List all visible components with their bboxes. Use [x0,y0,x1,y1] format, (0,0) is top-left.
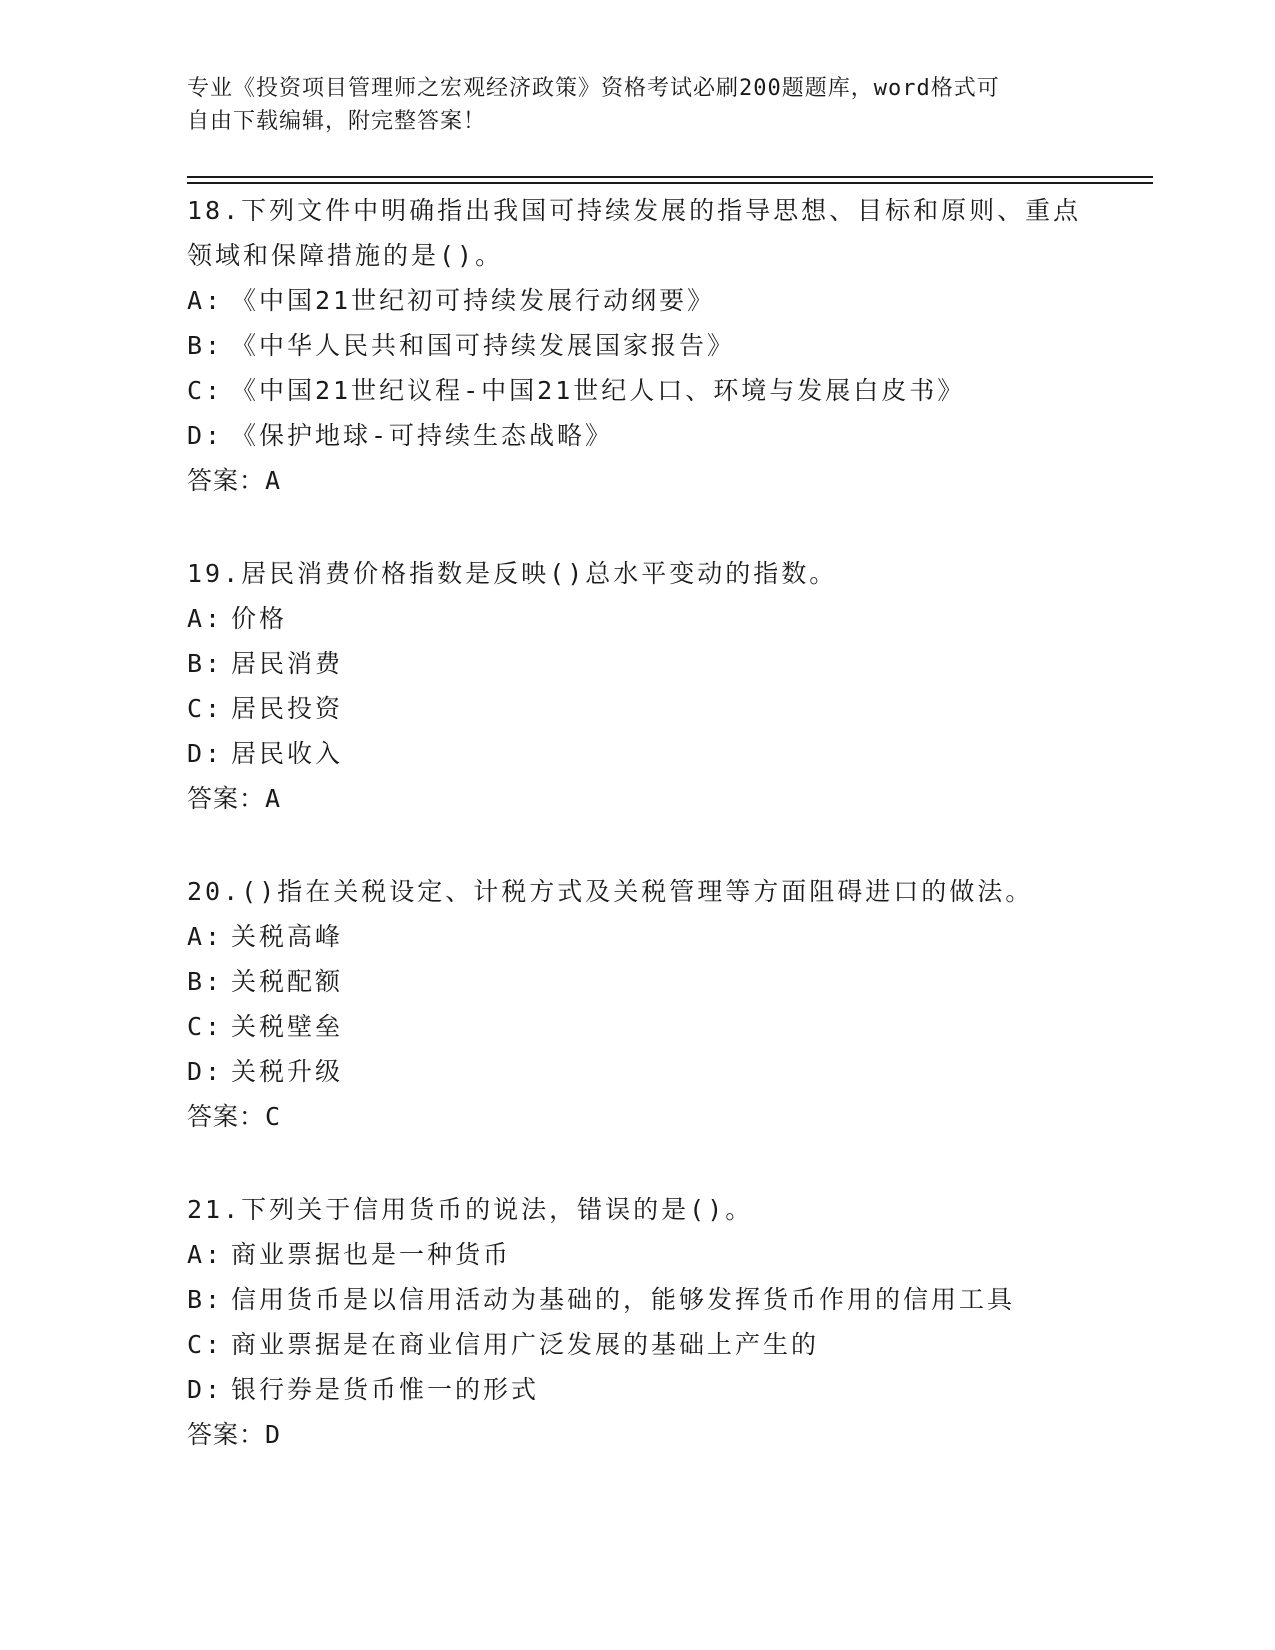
answer-label: 答案： [187,1102,266,1131]
answer-line [187,1412,1087,1457]
option-text: 商业票据也是一种货币 [231,1240,512,1269]
option-text: 居民消费 [231,649,344,678]
document-header [187,72,1067,138]
question-19 [187,551,1087,821]
option-text: 《保护地球-可持续生态战略》 [231,421,614,450]
option-label: A: [187,286,224,315]
option-label: D: [187,421,224,450]
answer-line [187,776,1087,821]
option-c [187,1322,1087,1367]
option-d [187,413,1087,458]
question-stem: 18.下列文件中明确指出我国可持续发展的指导思想、目标和原则、重点领域和保障措施的是()。 [187,196,1082,270]
question-stem: 20.()指在关税设定、计税方式及关税管理等方面阻碍进口的做法。 [187,877,1034,906]
option-d [187,731,1087,776]
option-label: C: [187,376,224,405]
option-label: C: [187,694,224,723]
option-text: 关税高峰 [231,922,344,951]
answer-value: C [265,1102,282,1131]
option-c [187,1004,1087,1049]
answer-value: A [265,784,282,813]
option-label: D: [187,739,224,768]
option-b [187,1277,1087,1322]
answer-label: 答案： [187,784,266,813]
option-label: A: [187,922,224,951]
question-stem: 19.居民消费价格指数是反映()总水平变动的指数。 [187,559,838,588]
option-text: 关税壁垒 [231,1012,344,1041]
option-label: D: [187,1057,224,1086]
option-text: 居民投资 [231,694,344,723]
option-label: D: [187,1375,224,1404]
option-label: C: [187,1012,224,1041]
header-line-1: 专业《投资项目管理师之宏观经济政策》资格考试必刷200题题库，word格式可 [187,76,1000,101]
option-b [187,323,1087,368]
option-text: 银行券是货币惟一的形式 [231,1375,540,1404]
question-18 [187,188,1087,503]
option-text: 《中华人民共和国可持续发展国家报告》 [231,331,736,360]
option-a [187,278,1087,323]
answer-label: 答案： [187,466,266,495]
option-label: A: [187,604,224,633]
answer-line [187,458,1087,503]
option-text: 信用货币是以信用活动为基础的，能够发挥货币作用的信用工具 [231,1285,1016,1314]
option-c [187,686,1087,731]
option-label: B: [187,649,224,678]
answer-label: 答案： [187,1420,266,1449]
option-label: B: [187,1285,224,1314]
question-21 [187,1187,1087,1457]
option-text: 商业票据是在商业信用广泛发展的基础上产生的 [231,1330,820,1359]
header-divider-top [187,176,1153,178]
option-text: 《中国21世纪议程-中国21世纪人口、环境与发展白皮书》 [231,376,966,405]
option-label: B: [187,967,224,996]
question-20 [187,869,1087,1139]
option-text: 《中国21世纪初可持续发展行动纲要》 [231,286,716,315]
option-label: A: [187,1240,224,1269]
answer-value: D [265,1420,282,1449]
option-label: B: [187,331,224,360]
question-stem: 21.下列关于信用货币的说法，错误的是()。 [187,1195,754,1224]
option-a [187,914,1087,959]
answer-value: A [265,466,282,495]
option-b [187,959,1087,1004]
option-d [187,1367,1087,1412]
option-label: C: [187,1330,224,1359]
option-text: 关税升级 [231,1057,344,1086]
answer-line [187,1094,1087,1139]
header-divider-bottom [187,182,1153,184]
option-text: 价格 [231,604,288,633]
option-text: 关税配额 [231,967,344,996]
option-d [187,1049,1087,1094]
option-a [187,1232,1087,1277]
option-b [187,641,1087,686]
option-a [187,596,1087,641]
header-line-2: 自由下载编辑，附完整答案！ [187,109,487,134]
option-c [187,368,1087,413]
option-text: 居民收入 [231,739,344,768]
